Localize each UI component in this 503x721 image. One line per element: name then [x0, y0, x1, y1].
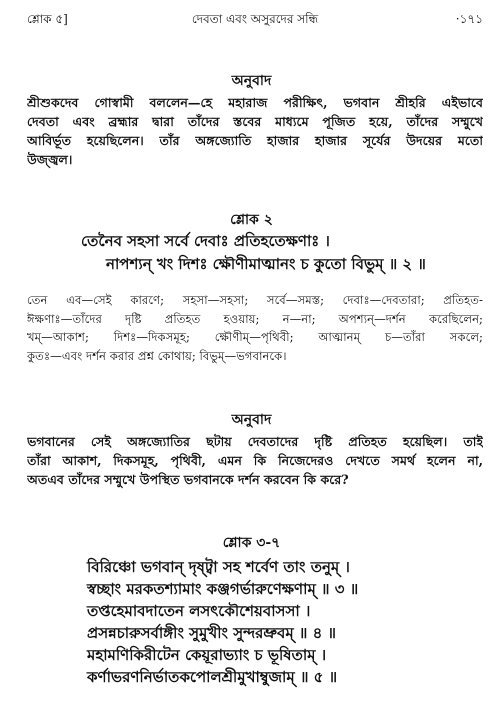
synonyms-line: তেন এব—সেই কারণে; সহসা—সহসা; সর্বে—সমস্ত; দেবাঃ—দেবতারা; প্রতিহত-: [27, 293, 483, 307]
synonyms-line: ঈক্ষণাঃ—তাঁদের দৃষ্টি প্রতিহত হওয়ায়; ন—না; অপশ্যন্—দর্শন করেছিলেন;: [27, 311, 483, 326]
translation-heading-1: অনুবাদ: [231, 73, 272, 89]
translation-paragraph-1: [27, 93, 483, 169]
verse-2-line-2: নাপশ্যন্ খং দিশঃ ক্ষৌণীমাত্মানং চ কুতো বিভুম্ ॥ ২ ॥: [106, 255, 426, 273]
synonyms-line: কুতঃ—এবং দর্শন করার প্রশ্ন কোথায়; বিভুম্—ভগবানকে।: [27, 348, 287, 363]
verse-3-7-line-3: তপ্তহেমাবদাতেন লসৎকৌশেয়বাসসা ।: [87, 602, 311, 620]
verse-3-7-line-2: স্বচ্ছাং মরকতশ্যামাং কঞ্জগর্ভারুণেক্ষণাম্ ॥ ৩ ॥: [87, 580, 359, 598]
paragraph-line: তাঁরা আকাশ, দিকসমূহ, পৃথিবী, এমন কি নিজেদেরও দেখতে সমর্থ হলেন না,: [27, 453, 483, 468]
header-page-number: ·১৭১: [455, 12, 483, 26]
synonyms-line: খম্—আকাশ; দিশঃ—দিকসমূহ; ক্ষৌণীম্—পৃথিবী; আত্মানম্ চ—তাঁরা সকলে;: [27, 330, 483, 344]
translation-heading-2: অনুবাদ: [231, 412, 272, 428]
verse-3-7-line-5: মহামণিকিরীটেন কেয়ূরাভ্যাং চ ভূষিতাম্ ।: [87, 646, 327, 664]
verse-2-heading: শ্লোক ২: [230, 212, 273, 228]
verse-3-7-line-4: প্রসন্নচারুসর্বাঙ্গীং সুমুখীং সুন্দরভ্রুবম্ ॥ ৪ ॥: [87, 624, 337, 642]
paragraph-line: ভগবানের সেই অঙ্গজ্যোতির ছটায় দেবতাদের দৃষ্টি প্রতিহত হয়েছিল। তাই: [27, 434, 483, 449]
paragraph-line: অতএব তাঁদের সম্মুখে উপস্থিত ভগবানকে দর্শন করবেন কি করে?: [27, 472, 349, 487]
verse-3-7-heading: শ্লোক ৩-৭: [222, 535, 281, 551]
verse-3-7-line-6: কর্ণাভরণনির্ভাতকপোলশ্রীমুখাম্বুজাম্ ॥ ৫ ॥: [87, 668, 338, 686]
paragraph-line: শ্রীশুকদেব গোস্বামী বললেন—হে মহারাজ পরীক্ষিৎ, ভগবান শ্রীহরি এইভাবে: [27, 95, 483, 110]
verse-2-line-1: তেনৈব সহসা সর্বে দেবাঃ প্রতিহতেক্ষণাঃ ।: [81, 232, 330, 250]
paragraph-line: আবির্ভূত হয়েছিলেন। তাঁর অঙ্গজ্যোতি হাজার হাজার সূর্যের উদয়ের মতো: [27, 133, 483, 148]
paragraph-line: উজ্জ্বল।: [27, 152, 73, 167]
verse-3-7-line-1: বিরিঞ্চো ভগবান্ দৃষ্ট্বা সহ শর্বেণ তাং তনুম্ ।: [87, 558, 350, 576]
translation-paragraph-2: [27, 432, 483, 489]
header-verse-ref: শ্লোক ৫]: [27, 12, 68, 26]
page-header: [27, 10, 483, 32]
synonyms-paragraph: [27, 291, 483, 365]
header-chapter-title: দেবতা এবং অসুরদের সন্ধি: [191, 12, 319, 26]
paragraph-line: দেবতা এবং ব্রহ্মার দ্বারা তাঁদের স্তবের মাধ্যমে পূজিত হয়ে, তাঁদের সম্মুখে: [27, 114, 483, 129]
